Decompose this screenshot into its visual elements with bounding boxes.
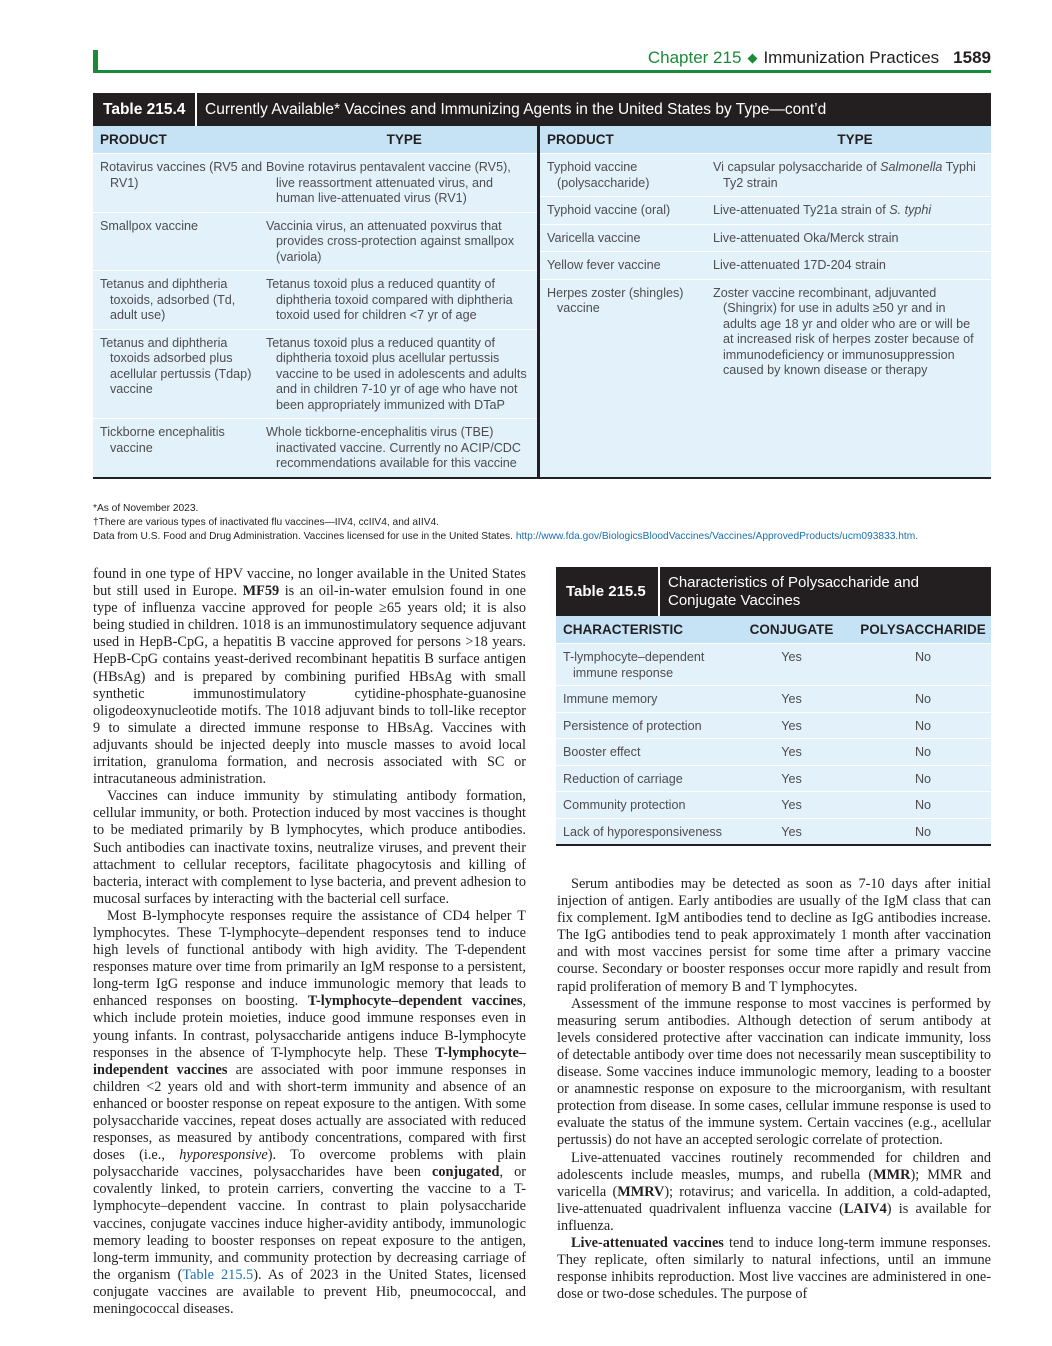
type-cell bbox=[266, 336, 537, 414]
type-text bbox=[713, 286, 977, 379]
characteristic-cell bbox=[556, 825, 728, 841]
table-row bbox=[556, 738, 991, 765]
table-row bbox=[556, 765, 991, 792]
conjugate-cell: Yes bbox=[781, 718, 802, 733]
table-row bbox=[93, 153, 537, 212]
type-text: Whole tickborne-encephalitis virus (TBE) inactivated vaccine. Currently no ACIP/CDC recommendations available for this vaccine bbox=[266, 425, 521, 470]
characteristic-text: Booster effect bbox=[563, 745, 641, 759]
product-cell bbox=[93, 277, 266, 324]
diamond-icon: ◆ bbox=[747, 50, 758, 65]
type-cell bbox=[713, 258, 983, 274]
product-text: Varicella vaccine bbox=[547, 230, 641, 245]
type-text-part: Live-attenuated 17D-204 strain bbox=[713, 258, 886, 272]
type-text-part: Vi capsular polysaccharide of bbox=[713, 160, 881, 174]
table-215-5 bbox=[556, 567, 991, 846]
table-row bbox=[93, 418, 537, 477]
product-cell bbox=[540, 231, 713, 247]
column-header-row bbox=[556, 616, 991, 643]
polysaccharide-cell: No bbox=[914, 824, 932, 839]
type-text bbox=[713, 258, 977, 274]
polysaccharide-cell: No bbox=[914, 650, 932, 664]
polysaccharide-cell: No bbox=[914, 745, 932, 759]
polysaccharide-cell: No bbox=[914, 798, 932, 812]
footnote-source bbox=[93, 531, 918, 542]
product-text: Yellow fever vaccine bbox=[547, 258, 661, 272]
table-row bbox=[93, 270, 537, 329]
type-text-part: Live-attenuated Ty21a strain of bbox=[713, 203, 890, 217]
table-number: Table 215.5 bbox=[556, 567, 660, 616]
characteristic-cell bbox=[556, 745, 728, 761]
table-row bbox=[540, 196, 991, 224]
column-header-product: PRODUCT bbox=[100, 132, 167, 147]
paragraph: Vaccines can induce immunity by stimulating antibody formation, cellular immunity, or both. Protection induced by most vaccines is thought to be mediated primarily by B lymphocytes, which produce antibodies. Such antibodies can inactivate toxins, neutralize viruses, and prevent their attachment to cellular receptors, facilitate phagocytosis and killing of bacteria, interact with complement to lyse bacteria, and prevent adhesion to mucosal surfaces by interacting with the bacterial cell surface. bbox=[93, 788, 526, 907]
table-row bbox=[556, 643, 991, 685]
product-text: Typhoid vaccine (polysaccharide) bbox=[547, 160, 650, 190]
product-text: Rotavirus vaccines (RV5 and RV1) bbox=[100, 160, 263, 190]
type-text-part: Typhi Ty2 strain bbox=[723, 160, 976, 190]
characteristic-cell bbox=[556, 798, 728, 814]
characteristic-text: Immune memory bbox=[563, 692, 658, 706]
characteristic-text: Reduction of carriage bbox=[563, 771, 683, 786]
product-cell bbox=[540, 203, 713, 219]
characteristic-text: Persistence of protection bbox=[563, 718, 702, 733]
paragraph: Most B-lymphocyte responses require the assistance of CD4 helper T lymphocytes. These T-lymphocyte–dependent responses tend to induce high levels of functional antibody with high avidity. The T-dependent responses mature over time from primarily an IgM response to a persistent, long-term IgG response and induce immunologic memory that leads to enhanced responses on boosting. T-lymphocyte–dependent vaccines, which include protein moieties, induce good immune responses even in young infants. In contrast, polysaccharide antigens induce B-lymphocyte responses in the absence of T-lymphocyte help. These T-lymphocyte–independent vaccines are associated with poor immune responses in children <2 years old and with short-term immunity and absence of an enhanced or booster response on repeat exposure to the antigen. With some polysaccharide vaccines, repeat doses actually are associated with reduced responses, as measured by antibody concentrations, compared with first doses (i.e., hyporesponsive). To overcome problems with plain polysaccharide vaccines, polysaccharides have been conjugated, or covalently linked, to protein carriers, converting the vaccine to a T-lymphocyte–dependent vaccine. In contrast to plain polysaccharide vaccines, conjugate vaccines induce higher-avidity antibody, immunologic memory leading to booster responses on repeat exposure to the antigen, long-term immunity, and community protection by decreasing carriage of the organism (Table 215.5). As of 2023 in the United States, licensed conjugate vaccines are available to prevent Hib, pneumococcal, and meningococcal diseases. bbox=[93, 907, 527, 1318]
conjugate-cell: Yes bbox=[781, 771, 802, 786]
characteristic-text: Lack of hyporesponsiveness bbox=[563, 824, 722, 839]
table-number: Table 215.4 bbox=[93, 93, 197, 126]
table-215-4 bbox=[93, 93, 991, 479]
product-text: Tickborne encephalitis vaccine bbox=[100, 425, 225, 455]
header-rule bbox=[93, 70, 991, 73]
left-text-column bbox=[93, 566, 526, 1318]
product-cell bbox=[93, 425, 266, 472]
column-header-type: TYPE bbox=[386, 132, 422, 147]
table-row bbox=[93, 212, 537, 271]
characteristic-cell bbox=[556, 692, 728, 708]
header-accent-bar bbox=[93, 50, 98, 72]
table-row bbox=[540, 153, 991, 196]
table-banner bbox=[93, 93, 991, 126]
polysaccharide-cell: No bbox=[914, 718, 932, 733]
table-215-5-link[interactable]: Table 215.5 bbox=[182, 1266, 254, 1283]
table-row bbox=[556, 685, 991, 712]
type-text: Bovine rotavirus pentavalent vaccine (RV5), live reassortment attenuated virus, and human live-attenuated virus (RV1) bbox=[266, 160, 511, 205]
chapter-label: Chapter 215 bbox=[647, 48, 742, 67]
table-title: Characteristics of Polysaccharide and Conjugate Vaccines bbox=[668, 573, 919, 609]
product-cell bbox=[540, 160, 713, 191]
column-header-characteristic: CHARACTERISTIC bbox=[563, 622, 683, 637]
fda-link[interactable]: http://www.fda.gov/BiologicsBloodVaccines/Vaccines/ApprovedProducts/ucm093833.htm. bbox=[515, 531, 919, 542]
type-cell bbox=[266, 277, 537, 324]
table-row bbox=[540, 279, 991, 384]
product-text: Smallpox vaccine bbox=[100, 218, 198, 233]
type-text-italic: S. typhi bbox=[889, 203, 932, 217]
chapter-title: Immunization Practices bbox=[763, 48, 940, 67]
product-cell bbox=[540, 286, 713, 379]
table-body bbox=[556, 616, 991, 846]
type-cell bbox=[713, 231, 983, 247]
table-left-half bbox=[93, 126, 540, 477]
characteristic-cell bbox=[556, 772, 728, 788]
column-header-row bbox=[93, 126, 537, 153]
type-text bbox=[713, 203, 977, 219]
column-header-polysaccharide: POLYSACCHARIDE bbox=[860, 622, 986, 637]
column-header-type: TYPE bbox=[837, 132, 873, 147]
column-header-conjugate: CONJUGATE bbox=[749, 622, 834, 637]
column-header-product: PRODUCT bbox=[547, 132, 614, 147]
table-banner bbox=[556, 567, 991, 616]
product-cell bbox=[93, 160, 266, 207]
type-text bbox=[713, 231, 977, 247]
characteristic-cell bbox=[556, 650, 728, 681]
type-cell bbox=[713, 203, 983, 219]
type-cell bbox=[266, 160, 537, 207]
conjugate-cell: Yes bbox=[781, 650, 802, 664]
type-text: Vaccinia virus, an attenuated poxvirus that provides cross-protection against smallpox (variola) bbox=[266, 218, 514, 264]
characteristic-text: T-lymphocyte–dependent immune response bbox=[563, 650, 705, 680]
table-bottom-rule bbox=[93, 477, 991, 479]
type-cell bbox=[713, 286, 983, 379]
table-row bbox=[540, 251, 991, 279]
page-number: 1589 bbox=[953, 48, 991, 67]
product-cell bbox=[93, 336, 266, 414]
column-header-row bbox=[540, 126, 991, 153]
table-row bbox=[93, 329, 537, 419]
conjugate-cell: Yes bbox=[781, 692, 802, 706]
conjugate-cell: Yes bbox=[781, 798, 802, 812]
table-right-half bbox=[540, 126, 991, 477]
footnote-source-text: Data from U.S. Food and Drug Administration. Vaccines licensed for use in the United States. bbox=[93, 531, 516, 542]
paragraph: Serum antibodies may be detected as soon as 7-10 days after initial injection of antigen. Early antibodies are usually of the IgM class that can fix complement. IgM antibodies tend to decline as IgG antibodies increase. The IgG antibodies tend to peak approximately 1 month after vaccination and with most vaccines persist for some time after a primary vaccine course. Secondary or booster responses occur more rapidly and result from rapid proliferation of memory B and T lymphocytes. bbox=[557, 876, 991, 995]
product-text: Tetanus and diphtheria toxoids adsorbed plus acellular pertussis (Tdap) vaccine bbox=[100, 335, 252, 396]
type-cell bbox=[266, 219, 537, 266]
paragraph: Live-attenuated vaccines routinely recommended for children and adolescents include measles, mumps, and rubella (MMR); MMR and varicella (MMRV); rotavirus; and varicella. In addition, a cold-adapted, live-attenuated quadrivalent influenza vaccine (LAIV4) is available for influenza. bbox=[557, 1149, 991, 1234]
polysaccharide-cell: No bbox=[914, 771, 932, 786]
type-cell bbox=[266, 425, 537, 472]
table-row bbox=[556, 818, 991, 845]
polysaccharide-cell: No bbox=[914, 692, 932, 706]
conjugate-cell: Yes bbox=[781, 745, 802, 759]
table-row bbox=[556, 791, 991, 818]
conjugate-cell: Yes bbox=[781, 824, 802, 839]
characteristic-cell bbox=[556, 719, 728, 735]
product-text: Herpes zoster (shingles) vaccine bbox=[547, 285, 684, 315]
type-text-part: Live-attenuated Oka/Merck strain bbox=[713, 230, 899, 245]
table-row bbox=[556, 712, 991, 739]
footnote-date: *As of November 2023. bbox=[93, 503, 199, 514]
product-cell bbox=[93, 219, 266, 266]
type-text bbox=[713, 160, 977, 191]
type-text: Tetanus toxoid plus a reduced quantity of diphtheria toxoid plus acellular pertussis vaccine to be used in adolescents and adults and in children 7-10 yr of age who have not been appropriately immunized with DTaP bbox=[266, 335, 527, 412]
paragraph: found in one type of HPV vaccine, no longer available in the United States but still used in Europe. MF59 is an oil-in-water emulsion found in one type of influenza vaccine approved for people ≥65 years old; it is also being studied in children. 1018 is an immunostimulatory sequence adjuvant used in HepB-CpG, a hepatitis B vaccine approved for persons >18 years. HepB-CpG contains yeast-derived recombinant hepatitis B surface antigen (HBsAg) and is prepared by combining purified HBsAg with small synthetic immunostimulatory cytidine-phosphate-guanosine oligodeoxynucleotide motifs. The 1018 adjuvant binds to toll-like receptor 9 to simulate a directed immune response to HBsAg. Vaccines with adjuvants should be injected deeply into muscle masses to avoid local irritation, granuloma formation, and necrosis associated with SC or intracutaneous administration. bbox=[93, 566, 526, 788]
product-cell bbox=[540, 258, 713, 274]
table-title: Currently Available* Vaccines and Immunizing Agents in the United States by Type—cont’d bbox=[205, 100, 827, 118]
product-text: Tetanus and diphtheria toxoids, adsorbed (Td, adult use) bbox=[100, 277, 236, 322]
footnote-flu: †There are various types of inactivated flu vaccines—IIV4, ccIIV4, and aIIV4. bbox=[93, 517, 439, 528]
paragraph: Live-attenuated vaccines tend to induce long-term immune responses. They replicate, often similarly to natural infections, until an immune response inhibits reproduction. Most live vaccines are administered in one-dose or two-dose schedules. The purpose of bbox=[557, 1234, 991, 1303]
table-body bbox=[93, 126, 991, 477]
right-text-column bbox=[557, 876, 991, 1303]
type-text-italic: Salmonella bbox=[880, 160, 943, 174]
type-text: Tetanus toxoid plus a reduced quantity of diphtheria toxoid compared with diphtheria toxoid used for children <7 yr of age bbox=[266, 277, 513, 322]
product-text: Typhoid vaccine (oral) bbox=[547, 203, 671, 217]
type-text-part: Zoster vaccine recombinant, adjuvanted (Shingrix) for use in adults ≥50 yr and in adults age 18 yr and older who are or will be at increased risk of herpes zoster because of immunodeficiency or immunosuppression caused by known disease or therapy bbox=[713, 285, 974, 377]
type-cell bbox=[713, 160, 983, 191]
paragraph: Assessment of the immune response to most vaccines is performed by measuring serum antibodies. Although detection of serum antibody at levels considered protective after vaccination can indicate immunity, loss of detectable antibody over time does not necessarily mean susceptibility to disease. Some vaccines induce immunologic memory, leading to a booster or anamnestic response on exposure to the microorganism, with resultant protection from disease. In some cases, cellular immune response is used to evaluate the status of the immune system. Certain vaccines (e.g., acellular pertussis) do not have an accepted serologic correlate of protection. bbox=[557, 995, 991, 1149]
table-row bbox=[540, 224, 991, 252]
characteristic-text: Community protection bbox=[563, 798, 686, 812]
running-header bbox=[648, 48, 991, 68]
